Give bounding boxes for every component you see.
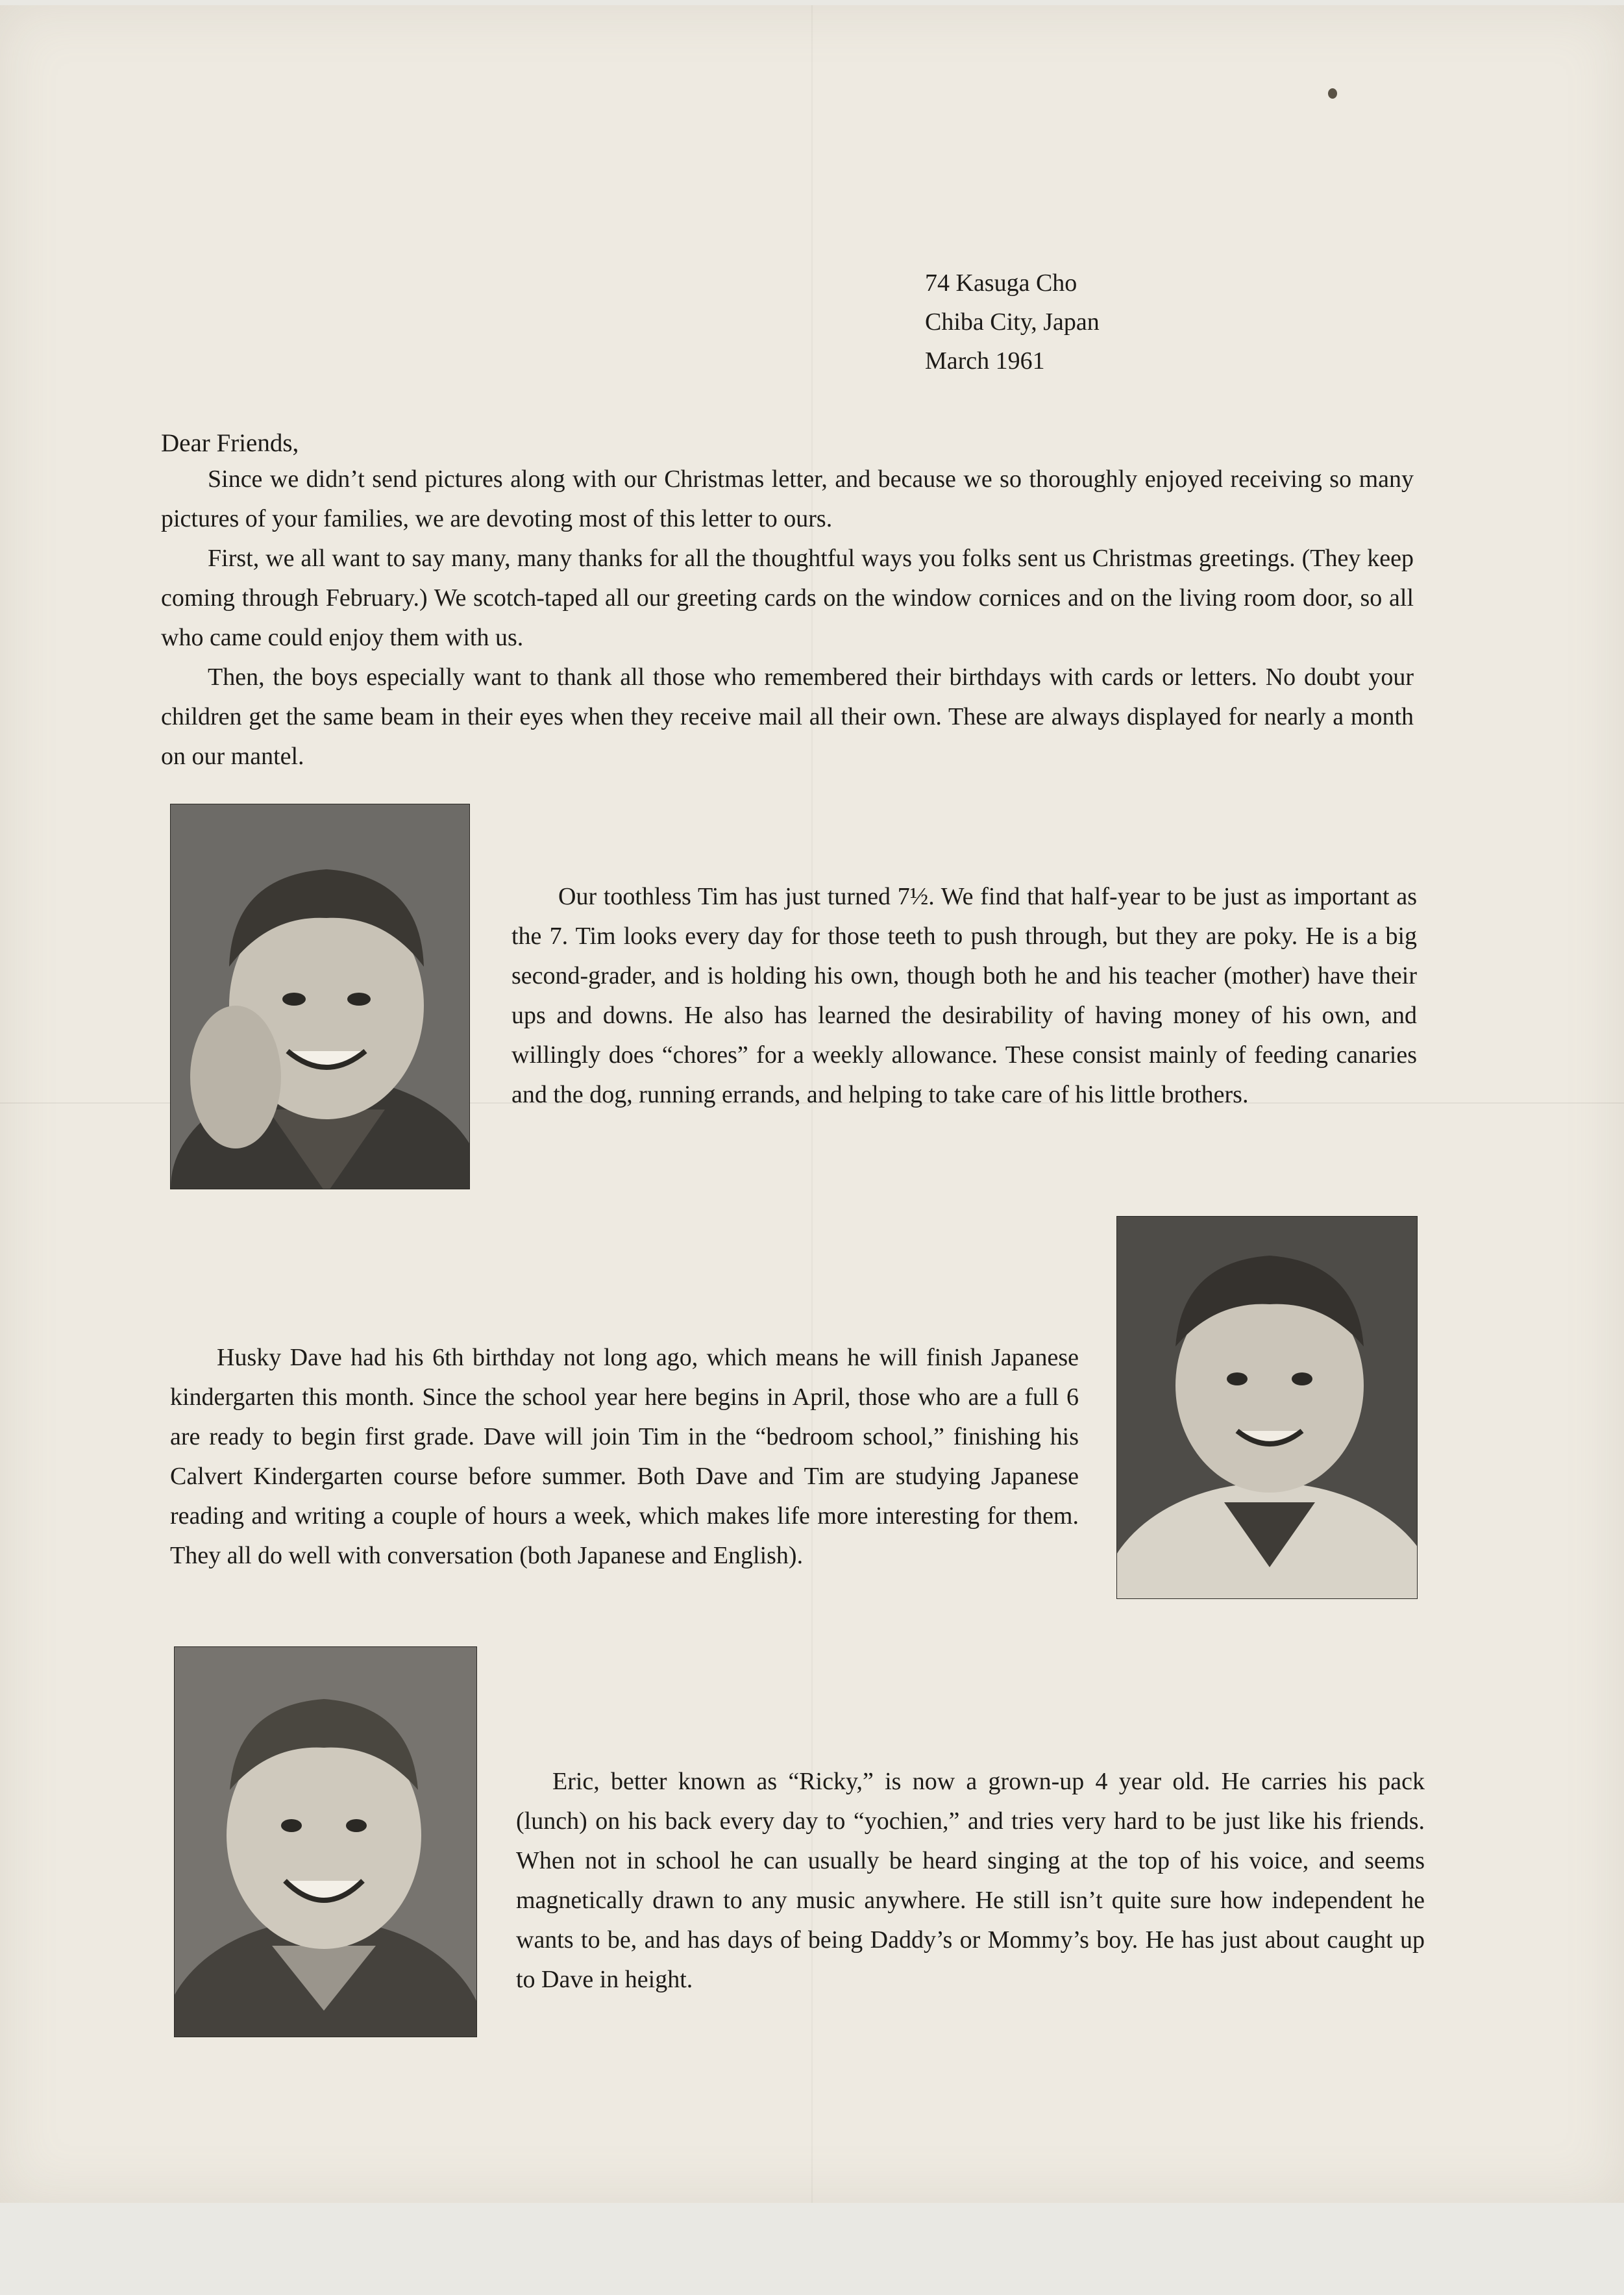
intro-paragraph: First, we all want to say many, many thanks for all the thoughtful ways you folks sent us Christmas greetings. (They keep coming through February.) We scotch-taped all our greeting cards on the window cornices and on the living room door, so all who came could enjoy them with us. (161, 545, 1414, 651)
boy-portrait-tim-photo (170, 804, 470, 1189)
intro-paragraph: Then, the boys especially want to thank all those who remembered their birthdays with cards or letters. No doubt your children get the same beam in their eyes when they receive mail all their own. These are always displayed for nearly a month on our mantel. (161, 664, 1414, 770)
dave-paragraph: Husky Dave had his 6th birthday not long ago, which means he will finish Japanese kindergarten this month. Since the school year here begins in April, those who are a full 6 are ready to begin first grade. Dave will join Tim in the “bedroom school,” finishing his Calvert Kindergarten course before summer. Both Dave and Tim are studying Japanese reading and writing a couple of hours a week, which makes life more interesting for them. They all do well with conversation (both Japanese and English). (170, 1344, 1079, 1569)
boy-portrait-ricky-photo (174, 1646, 477, 2037)
boy-portrait-dave-icon (1117, 1217, 1417, 1598)
letter-sheet (0, 5, 1624, 2203)
intro-paragraph: Since we didn’t send pictures along with our Christmas letter, and because we so thoroughly enjoyed receiving so many pictures of your families, we are devoting most of this letter to ours. (161, 465, 1414, 532)
letter-date: March 1961 (925, 347, 1045, 375)
salutation: Dear Friends, (161, 429, 299, 457)
tim-paragraph: Our toothless Tim has just turned 7½. We find that half-year to be just as important as the 7. Tim looks every day for those teeth to push through, but they are poky. He is a big second-grader, and is holding his own, though both he and his teacher (mother) have their ups and downs. He also has learned the desirability of having money of his own, and willingly does “chores” for a weekly allowance. These consist mainly of feeding canaries and the dog, running errands, and helping to take care of his little brothers. (511, 883, 1417, 1108)
ricky-paragraph: Eric, better known as “Ricky,” is now a grown-up 4 year old. He carries his pack (lunch) on his back every day to “yochien,” and tries very hard to be just like his friends. When not in school he can usually be heard singing at the top of his voice, and seems magnetically drawn to any music anywhere. He still isn’t quite sure how independent he wants to be, and has days of being Daddy’s or Mommy’s boy. He has just about caught up to Dave in height. (516, 1768, 1425, 1993)
boy-portrait-dave-photo (1116, 1216, 1418, 1599)
boy-portrait-tim-icon (171, 804, 469, 1189)
boy-portrait-ricky-icon (175, 1647, 476, 2037)
ink-speck (1328, 88, 1337, 99)
address-city: Chiba City, Japan (925, 308, 1100, 336)
return-address (925, 264, 1100, 380)
address-street: 74 Kasuga Cho (925, 269, 1077, 297)
